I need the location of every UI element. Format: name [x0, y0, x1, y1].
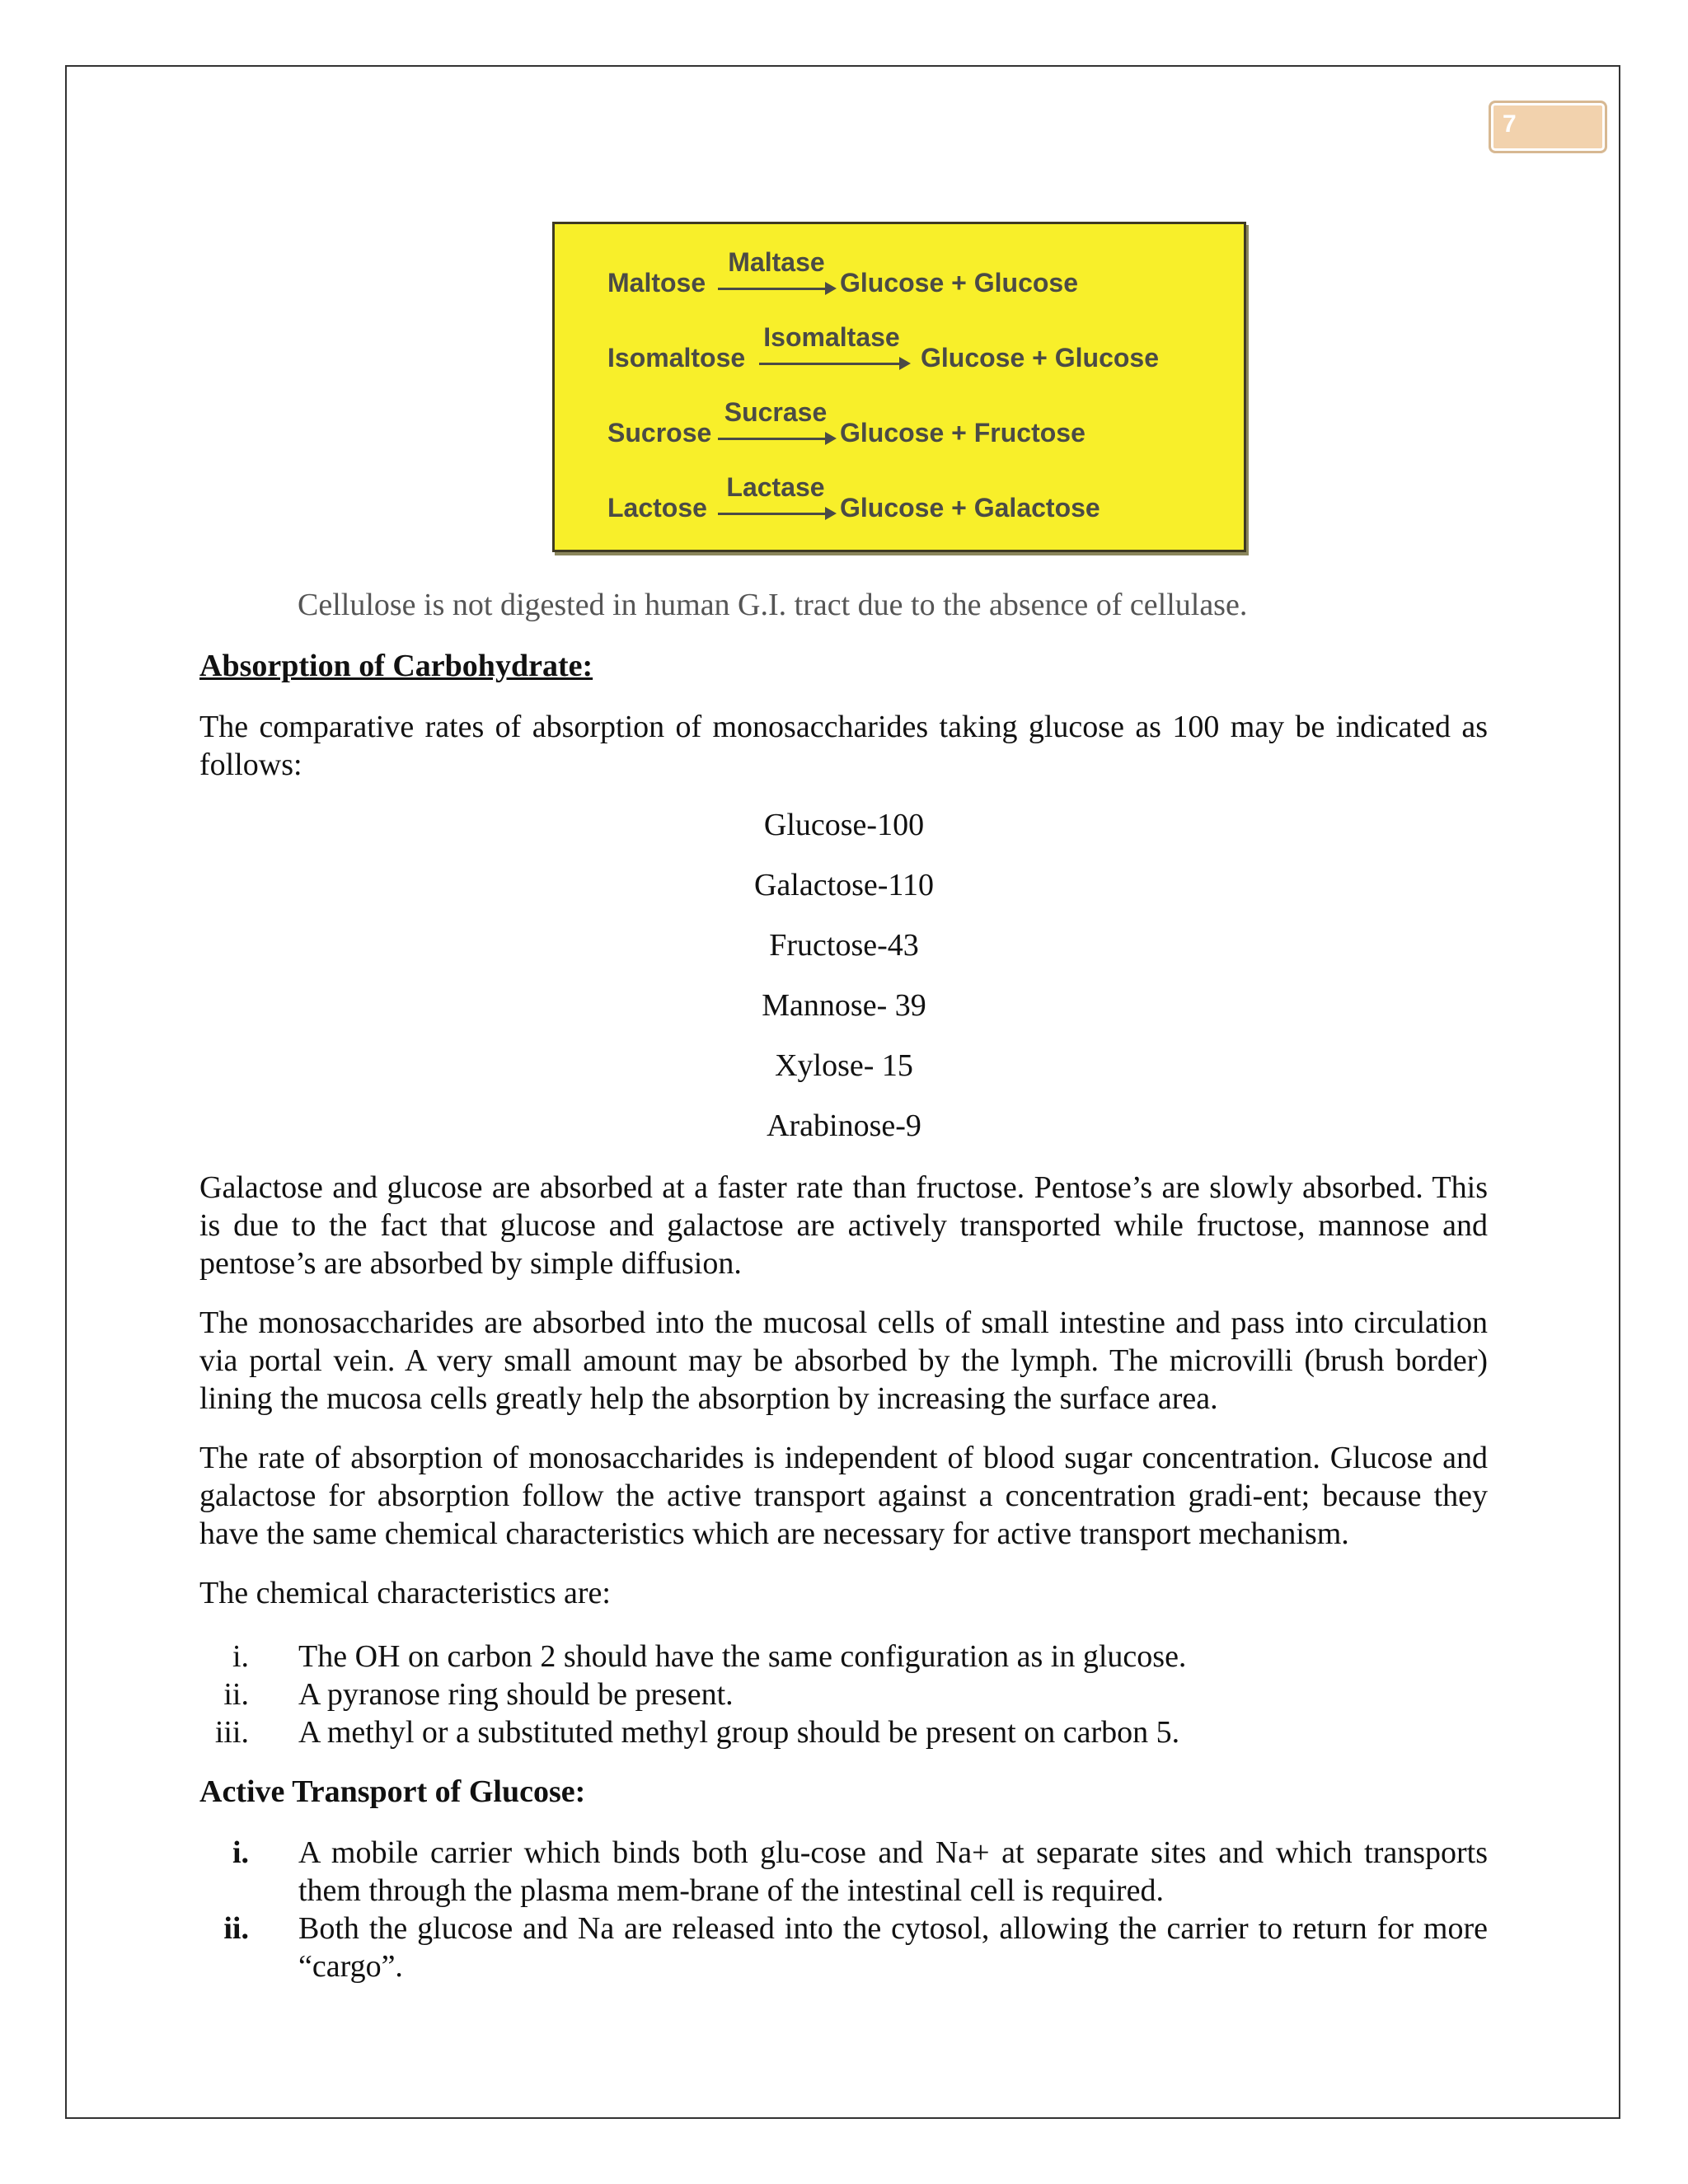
- list-item-text: A methyl or a substituted methyl group should be present on carbon 5.: [298, 1715, 1180, 1750]
- rate-item: Xylose- 15: [775, 1048, 913, 1083]
- reaction-substrate: Sucrose: [607, 418, 712, 448]
- reaction-substrate: Lactose: [607, 493, 707, 523]
- reaction-sucrose: [607, 397, 1234, 448]
- absorption-paragraph-2: The monosaccharides are absorbed into the mucosal cells of small intestine and pass into circulation via portal vein. A very small amount may be absorbed by the lymph. The microvilli (brush border) lining the mucosa cells greatly help the absorption by increasing the surface area.: [199, 1305, 1488, 1416]
- absorption-paragraph-1: Galactose and glucose are absorbed at a faster rate than fructose. Pentose’s are slowly absorbed. This is due to the fact that glucose and galactose are actively transported while fructose, mannose and pentose’s are absorbed by simple diffusion.: [199, 1170, 1488, 1281]
- page-number: 7: [1503, 110, 1517, 138]
- list-item: [199, 1675, 1488, 1713]
- reaction-lactose: [607, 472, 1234, 523]
- rate-item: Fructose-43: [769, 928, 919, 963]
- reaction-maltose: [607, 247, 1234, 298]
- rate-item: Mannose- 39: [762, 988, 926, 1023]
- characteristics-list: [199, 1638, 1488, 1751]
- page-number-badge: [1489, 101, 1607, 153]
- list-item-text: A pyranose ring should be present.: [298, 1677, 734, 1712]
- list-item: [199, 1713, 1488, 1751]
- list-marker: iii.: [214, 1715, 249, 1750]
- absorption-heading: Absorption of Carbohydrate:: [199, 649, 593, 683]
- reaction-enzyme: Sucrase: [724, 397, 828, 427]
- reaction-isomaltose: [607, 322, 1234, 373]
- list-item: [199, 1910, 1488, 1985]
- enzyme-reaction-box: [552, 222, 1246, 552]
- reaction-arrow-icon: [718, 438, 833, 440]
- reaction-enzyme: Maltase: [728, 247, 825, 277]
- rate-item: Galactose-110: [753, 868, 935, 902]
- list-marker: i.: [232, 1639, 249, 1674]
- reaction-enzyme: Lactase: [726, 472, 825, 502]
- list-marker: ii.: [223, 1677, 249, 1712]
- list-item-text: A mobile carrier which binds both glu-cose and Na+ at separate sites and which transports them through the plasma mem-brane of the intestinal cell is required.: [298, 1835, 1488, 1908]
- list-marker: ii.: [223, 1911, 249, 1946]
- reaction-products: Glucose + Fructose: [840, 418, 1085, 448]
- absorption-rates-list: [0, 795, 1688, 1156]
- reaction-substrate: Maltose: [607, 268, 706, 298]
- reaction-arrow-icon: [759, 363, 907, 365]
- reaction-arrow-icon: [718, 513, 833, 515]
- list-item: [199, 1638, 1488, 1675]
- reaction-products: Glucose + Glucose: [921, 343, 1159, 373]
- reaction-arrow-icon: [718, 288, 833, 290]
- list-marker: i.: [232, 1835, 249, 1870]
- active-transport-list: [199, 1834, 1488, 1985]
- reaction-enzyme: Isomaltase: [763, 322, 900, 352]
- reaction-products: Glucose + Galactose: [840, 493, 1100, 523]
- characteristics-intro: The chemical characteristics are:: [199, 1576, 611, 1610]
- rate-item: Glucose-100: [763, 808, 925, 842]
- rate-item: Arabinose-9: [767, 1108, 921, 1143]
- list-item-text: The OH on carbon 2 should have the same configuration as in glucose.: [298, 1639, 1187, 1674]
- list-item: [199, 1834, 1488, 1910]
- reaction-products: Glucose + Glucose: [840, 268, 1078, 298]
- list-item-text: Both the glucose and Na are released into the cytosol, allowing the carrier to return for more “cargo”.: [298, 1911, 1488, 1984]
- absorption-intro: The comparative rates of absorption of monosaccharides taking glucose as 100 may be indicated as follows:: [199, 710, 1488, 782]
- absorption-paragraph-3: The rate of absorption of monosaccharides is independent of blood sugar concentration. Glucose and galactose for absorption follow the active transport against a concentration gradi-ent; because they have the same chemical characteristics which are necessary for active transport mechanism.: [199, 1441, 1488, 1551]
- reaction-substrate: Isomaltose: [607, 343, 746, 373]
- active-transport-heading: Active Transport of Glucose:: [199, 1774, 586, 1809]
- cellulose-note: Cellulose is not digested in human G.I. tract due to the absence of cellulase.: [298, 588, 1248, 622]
